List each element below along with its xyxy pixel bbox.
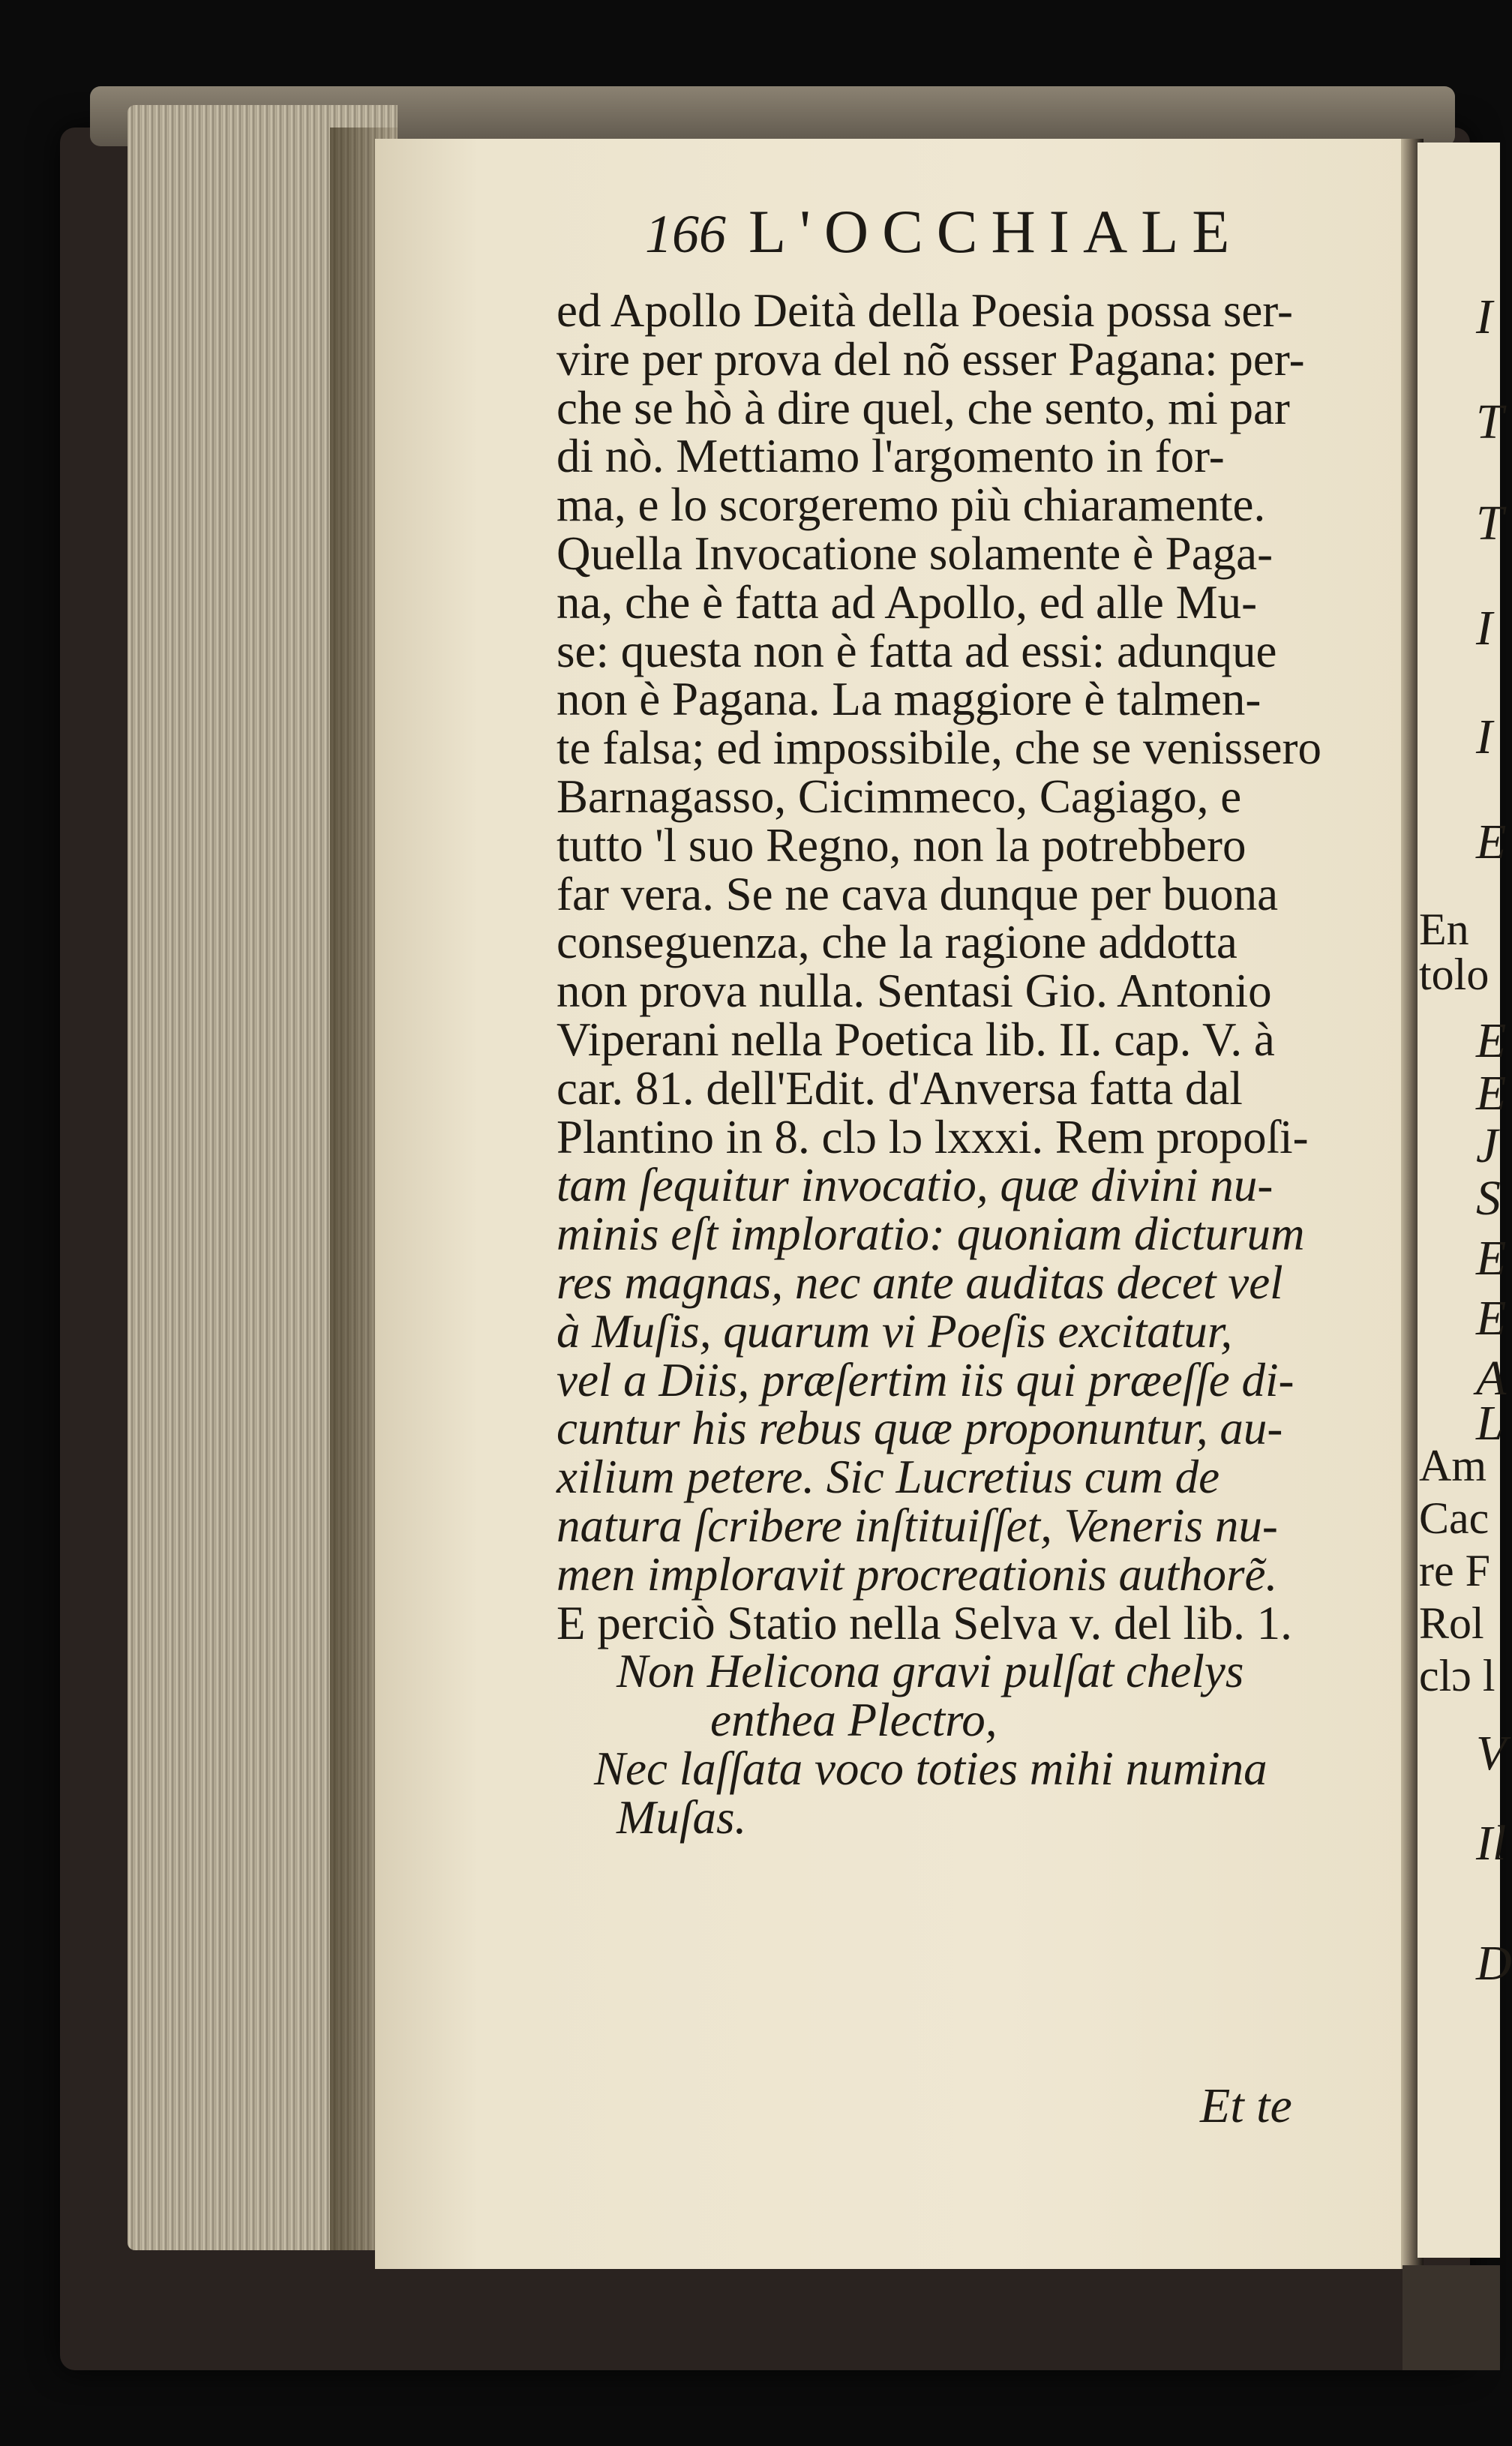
- right-page-line: E: [1476, 1291, 1507, 1346]
- text-line: natura ſcribere inſtituiſſet, Veneris nu-: [556, 1499, 1278, 1552]
- text-line: vire per prova del nõ esser Pagana: per-: [556, 332, 1305, 386]
- text-line: à Muſis, quarum vi Poeſis excitatur,: [556, 1304, 1233, 1358]
- page-number: 166: [645, 204, 726, 264]
- right-page-line: E: [1476, 1231, 1507, 1286]
- text-line: Barnagasso, Cicimmeco, Cagiago, e: [556, 770, 1242, 823]
- running-head: [645, 197, 1395, 279]
- catchword: Et te: [1200, 2078, 1292, 2133]
- text-line: conseguenza, che la ragione addotta: [556, 916, 1238, 969]
- text-line: te falsa; ed impossibile, che se venissero: [556, 722, 1322, 775]
- text-line: di nò. Mettiamo l'argomento in for-: [556, 430, 1225, 483]
- text-line: E perciò Statio nella Selva v. del lib. 1.: [556, 1596, 1292, 1649]
- right-page-line: tolo: [1419, 950, 1490, 999]
- right-page-line: Il: [1476, 1816, 1507, 1871]
- text-line: cuntur his rebus quæ proponuntur, au-: [556, 1402, 1283, 1455]
- right-page-line: D: [1476, 1936, 1512, 1991]
- text-line: Nec laſſata voco toties mihi numina: [594, 1742, 1268, 1795]
- right-page-line: L: [1476, 1396, 1504, 1451]
- text-line: Non Helicona gravi pulſat chelys: [616, 1645, 1244, 1698]
- right-page-line: E: [1476, 1013, 1507, 1068]
- right-page-line: E: [1476, 1066, 1507, 1121]
- text-line: Muſas.: [616, 1790, 747, 1844]
- right-page-line: I: [1476, 290, 1492, 344]
- text-line: tam ſequitur invocatio, quæ divini nu-: [556, 1159, 1274, 1212]
- text-line: Quella Invocatione solamente è Paga-: [556, 527, 1274, 580]
- text-line: car. 81. dell'Edit. d'Anversa fatta dal: [556, 1061, 1243, 1115]
- text-line: men imploravit procreationis authorẽ.: [556, 1547, 1278, 1601]
- text-line: enthea Plectro,: [710, 1694, 998, 1747]
- right-page-line: I: [1476, 601, 1492, 656]
- text-line: che se hò à dire quel, che sento, mi par: [556, 381, 1290, 434]
- text-line: non è Pagana. La maggiore è talmen-: [556, 673, 1262, 726]
- text-line: se: questa non è fatta ad essi: adunque: [556, 624, 1277, 677]
- right-page-line: Am: [1419, 1441, 1486, 1490]
- right-page-line: A: [1476, 1351, 1507, 1406]
- right-page-shadow: [1402, 2265, 1500, 2370]
- right-page-line: T: [1476, 395, 1504, 449]
- text-line: vel a Diis, præſertim iis qui præeſſe di-: [556, 1353, 1294, 1406]
- text-line: far vera. Se ne cava dunque per buona: [556, 867, 1279, 920]
- text-line: tutto 'l suo Regno, non la potrebbero: [556, 818, 1246, 872]
- running-title: L'OCCHIALE: [748, 197, 1244, 266]
- right-page-line: clɔ l: [1419, 1651, 1496, 1700]
- right-page-line: Rol: [1419, 1598, 1484, 1648]
- text-line: Plantino in 8. clɔ lɔ lxxxi. Rem propoſi-: [556, 1110, 1309, 1163]
- right-page-line: V: [1476, 1726, 1507, 1781]
- right-page-line: I: [1476, 710, 1492, 764]
- text-line: non prova nulla. Sentasi Gio. Antonio: [556, 965, 1272, 1018]
- right-page-line: E: [1476, 815, 1507, 869]
- right-page-line: J: [1476, 1118, 1498, 1173]
- right-page-line: re F: [1419, 1546, 1490, 1595]
- right-page-line: Cac: [1419, 1493, 1490, 1543]
- right-page-line: T: [1476, 496, 1504, 551]
- text-line: ma, e lo scorgeremo più chiaramente.: [556, 479, 1266, 532]
- body-text: [556, 284, 1412, 1844]
- text-line: res magnas, nec ante auditas decet vel: [556, 1256, 1283, 1309]
- text-line: Viperani nella Poetica lib. II. cap. V. à: [556, 1013, 1275, 1066]
- right-page-line: En: [1419, 905, 1469, 954]
- text-line: minis eſt imploratio: quoniam dicturum: [556, 1208, 1305, 1261]
- right-page-line: S: [1476, 1171, 1501, 1226]
- text-line: xilium petere. Sic Lucretius cum de: [556, 1451, 1220, 1504]
- text-line: na, che è fatta ad Apollo, ed alle Mu-: [556, 575, 1258, 629]
- text-line: ed Apollo Deità della Poesia possa ser-: [556, 284, 1294, 337]
